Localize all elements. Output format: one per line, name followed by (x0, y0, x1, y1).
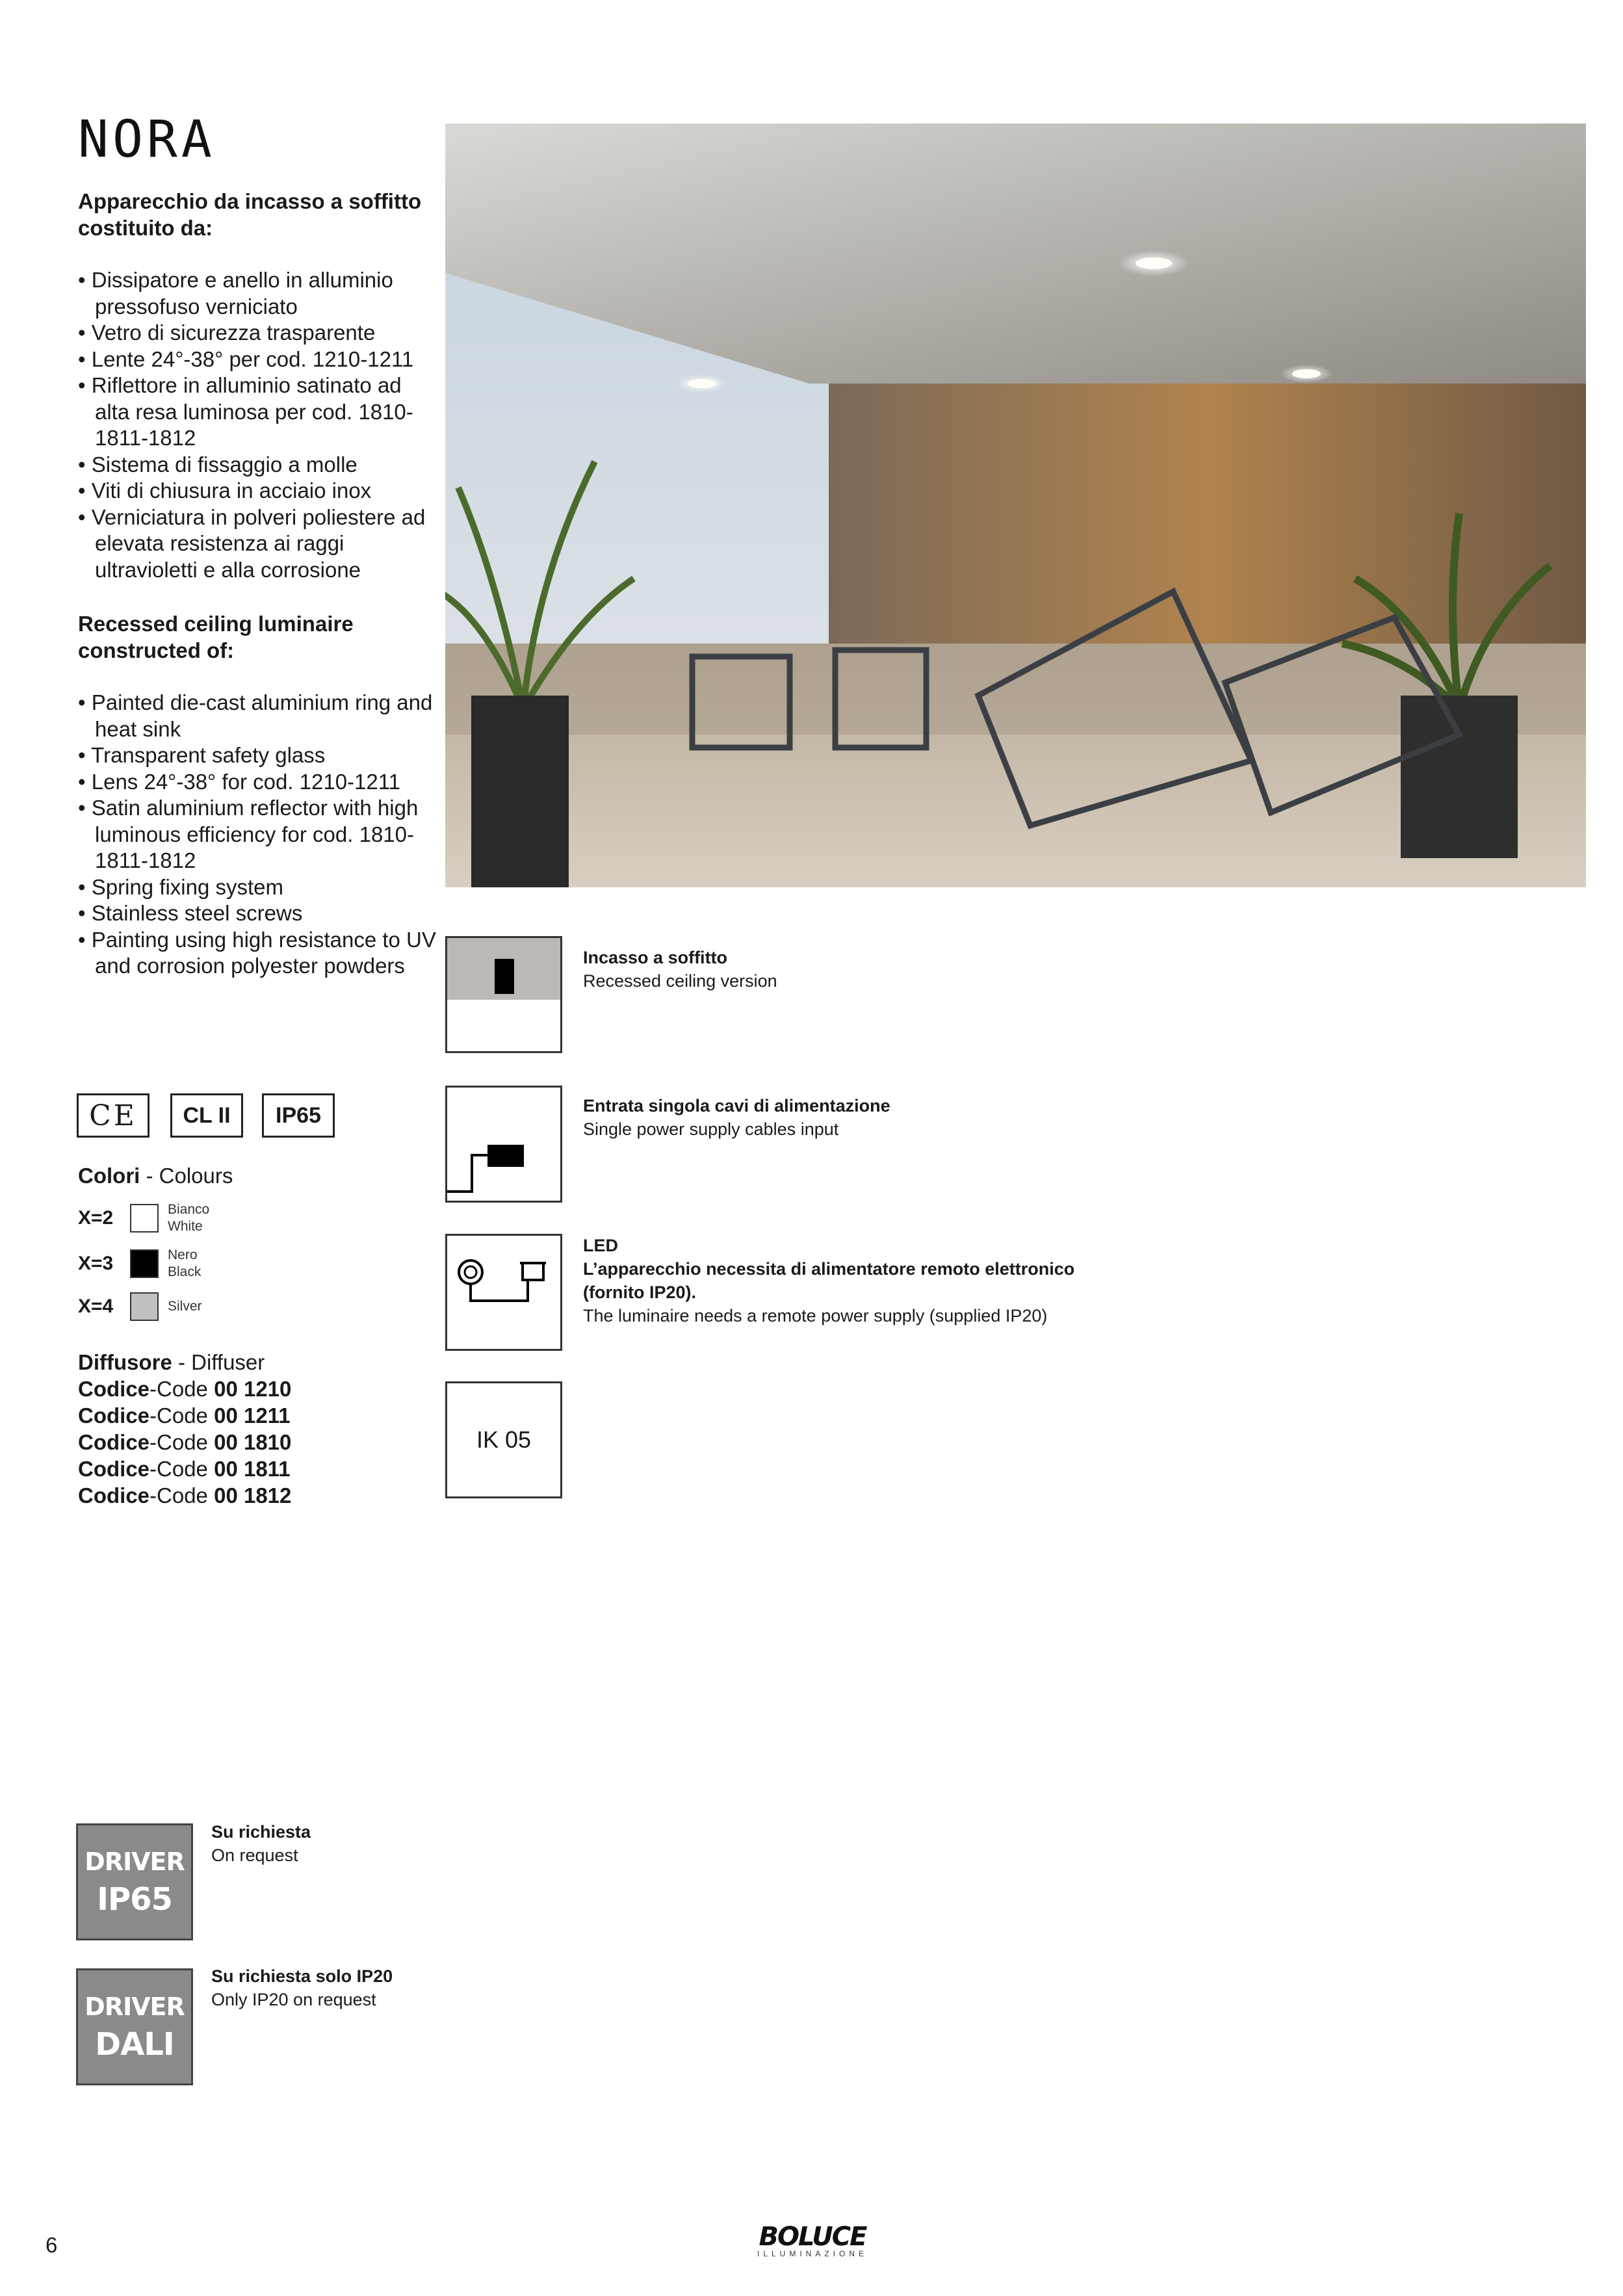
diffuser-label-en: - Diffuser (172, 1350, 265, 1374)
driver-badge-line2: DALI (95, 2026, 174, 2063)
english-heading: Recessed ceiling luminaire constructed of: (78, 612, 354, 662)
code-value: 00 1812 (214, 1483, 292, 1507)
colour-swatch-black (130, 1249, 159, 1278)
code-row (78, 1429, 291, 1455)
code-label-it: Codice (78, 1457, 150, 1481)
code-value: 00 1210 (214, 1377, 292, 1401)
code-label-en: -Code (149, 1457, 214, 1481)
code-label-en: -Code (149, 1483, 214, 1507)
list-item: • Dissipatore e anello in alluminio pressofuso verniciato (78, 267, 442, 320)
list-item: • Lente 24°-38° per cod. 1210-1211 (78, 346, 442, 373)
logo-subtitle: ILLUMINAZIONE (757, 2249, 868, 2258)
italian-heading: Apparecchio da incasso a soffitto costituito da: (78, 189, 422, 240)
single-cable-input-text (583, 1094, 1077, 1141)
driver-label-en: On request (211, 1846, 298, 1865)
list-item: • Sistema di fissaggio a molle (78, 452, 442, 478)
list-item: • Viti di chiusura in acciaio inox (78, 478, 442, 504)
list-item: • Painted die-cast aluminium ring and heat sink (78, 690, 442, 742)
driver-ip65-text (211, 1820, 311, 1867)
list-item: • Riflettore in alluminio satinato ad alta resa luminosa per cod. 1810-1811-1812 (78, 372, 442, 452)
colour-option-silver (78, 1292, 202, 1321)
icon-label-it: LED L’apparecchio necessita di alimentatore remoto elettronico (fornito IP20). (583, 1236, 1075, 1302)
colour-swatch-silver (130, 1292, 159, 1321)
product-photo (445, 124, 1586, 887)
english-bullet-list (78, 690, 442, 980)
ce-badge (77, 1093, 149, 1138)
colours-heading (78, 1164, 233, 1188)
led-remote-driver-icon (445, 1234, 562, 1351)
colour-code: X=4 (78, 1296, 114, 1317)
single-cable-input-icon (445, 1086, 562, 1203)
driver-label-it: Su richiesta (211, 1822, 311, 1842)
code-value: 00 1810 (214, 1430, 292, 1454)
icon-label-it: Entrata singola cavi di alimentazione (583, 1096, 890, 1115)
recessed-ceiling-text (583, 946, 1077, 993)
colour-option-white (78, 1201, 209, 1235)
code-label-en: -Code (149, 1403, 214, 1428)
ip-badge: IP65 (262, 1093, 335, 1138)
driver-dali-badge (76, 1968, 193, 2085)
list-item: • Spring fixing system (78, 874, 442, 901)
icon-label-en: Recessed ceiling version (583, 971, 777, 991)
diffuser-codes (78, 1349, 291, 1509)
list-item: • Transparent safety glass (78, 742, 442, 769)
code-row (78, 1482, 291, 1509)
driver-ip65-badge (76, 1823, 193, 1940)
recessed-ceiling-icon (445, 936, 562, 1053)
colour-name-en: Black (168, 1264, 201, 1279)
code-value: 00 1211 (214, 1403, 291, 1428)
colour-code: X=3 (78, 1253, 114, 1274)
code-label-it: Codice (78, 1430, 150, 1454)
code-label-it: Codice (78, 1483, 150, 1507)
list-item: • Vetro di sicurezza trasparente (78, 320, 442, 346)
code-label-en: -Code (149, 1377, 214, 1401)
colour-swatch-white (130, 1204, 159, 1233)
driver-badge-line2: IP65 (97, 1881, 172, 1918)
code-row (78, 1455, 291, 1482)
driver-badge-line1: DRIVER (84, 1992, 185, 2021)
colour-name-en: Silver (168, 1299, 202, 1314)
list-item: • Verniciatura in polveri poliestere ad elevata resistenza ai raggi ultravioletti e alla corrosione (78, 504, 442, 584)
list-item: • Painting using high resistance to UV and corrosion polyester powders (78, 927, 442, 980)
english-description (78, 611, 442, 980)
colours-label-it: Colori (78, 1164, 140, 1188)
ik-rating-label: IK 05 (476, 1426, 532, 1453)
led-remote-driver-text (583, 1234, 1077, 1327)
icon-label-en: Single power supply cables input (583, 1119, 839, 1139)
diffuser-label-it: Diffusore (78, 1350, 172, 1374)
colour-name-it: Bianco (168, 1202, 210, 1217)
code-row (78, 1402, 291, 1429)
code-value: 00 1811 (214, 1457, 291, 1481)
code-label-it: Codice (78, 1403, 150, 1428)
colour-name-it: Nero (168, 1247, 198, 1262)
logo-brand: BOLUCE (759, 2222, 866, 2252)
italian-description (78, 189, 442, 583)
boluce-logo (754, 2222, 871, 2258)
driver-label-en: Only IP20 on request (211, 1990, 376, 2009)
ik-rating-badge (445, 1381, 562, 1498)
icon-label-it: Incasso a soffitto (583, 948, 728, 967)
class-badge: CL II (170, 1093, 243, 1138)
code-row (78, 1376, 291, 1402)
colour-option-black (78, 1247, 201, 1281)
page-number: 6 (45, 2233, 58, 2257)
code-label-it: Codice (78, 1377, 150, 1401)
product-title: NORA (78, 111, 216, 169)
ce-mark: CE (89, 1099, 137, 1132)
list-item: • Lens 24°-38° for cod. 1210-1211 (78, 769, 442, 796)
code-label-en: -Code (149, 1430, 214, 1454)
italian-bullet-list (78, 267, 442, 583)
list-item: • Satin aluminium reflector with high luminous efficiency for cod. 1810-1811-1812 (78, 795, 442, 874)
driver-dali-text (211, 1964, 393, 2011)
colour-code: X=2 (78, 1207, 114, 1229)
list-item: • Stainless steel screws (78, 900, 442, 927)
icon-label-en: The luminaire needs a remote power supply (supplied IP20) (583, 1306, 1048, 1325)
colours-label-en: - Colours (140, 1164, 233, 1188)
terrace-scene-illustration (445, 124, 1586, 887)
driver-label-it: Su richiesta solo IP20 (211, 1966, 393, 1986)
driver-badge-line1: DRIVER (84, 1847, 185, 1876)
colour-name-en: White (168, 1219, 203, 1234)
